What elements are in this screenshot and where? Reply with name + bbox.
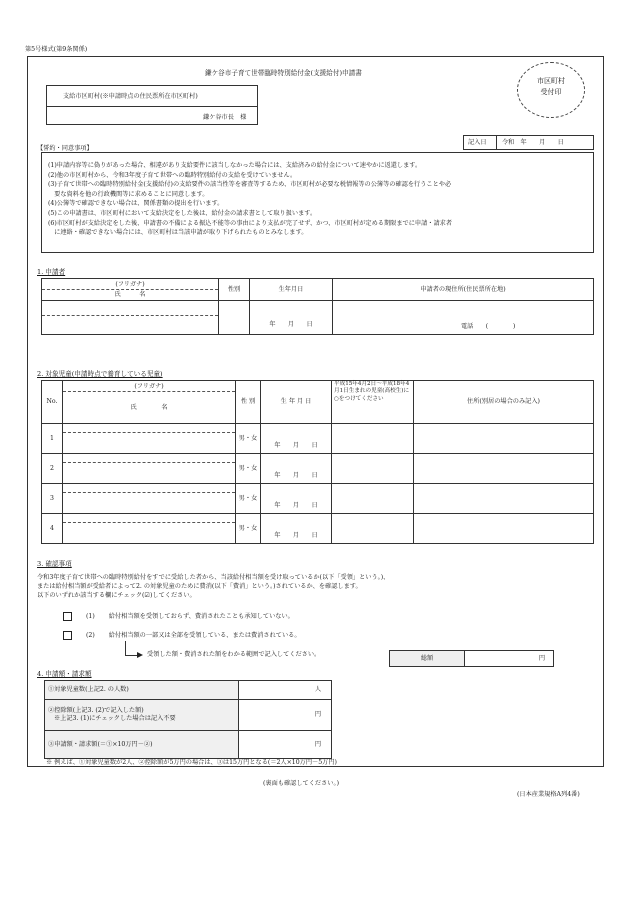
option2-text: 給付相当額の一部又は全部を受領している、または費消されている。 xyxy=(108,632,301,639)
child-hs-field[interactable] xyxy=(332,514,414,544)
confirm-line: 令和3年度子育て世帯への臨時特別給付をすでに受給した者から、当該給付相当額を受け取っているか(以下「受領」という。)、 xyxy=(37,574,390,581)
furigana-header: (フリガナ) xyxy=(42,279,218,290)
child-birth-field[interactable]: 年 月 日 xyxy=(261,424,332,454)
hs-note-header: 平成15年4月2日～平成18年4月1日生まれの児童(高校生)に○をつけてください xyxy=(332,381,414,424)
child-gender-header: 性 別 xyxy=(236,381,261,424)
entry-date-field[interactable]: 令和 年 月 日 xyxy=(502,139,564,146)
paper-standard: (日本産業規格A列4番) xyxy=(517,791,580,798)
child-name-field[interactable] xyxy=(63,463,235,483)
applicant-gender-field[interactable] xyxy=(219,301,250,335)
child-birth-field[interactable]: 年 月 日 xyxy=(261,454,332,484)
total-label: 総額 xyxy=(390,651,465,667)
consent-item: (2)他の市区町村から、令和3年度子育て世帯への臨時特別給付の支給を受けていません。 xyxy=(48,171,297,179)
claim-row3-label: ③申請額・請求額(＝①×10万円－②) xyxy=(45,731,239,759)
child-gender-field[interactable]: 男・女 xyxy=(236,454,261,484)
child-address-field[interactable] xyxy=(414,424,594,454)
reception-stamp xyxy=(517,62,585,118)
form-title: 鎌ケ谷市子育て世帯臨時特別給付金(支援給付)申請書 xyxy=(205,69,362,77)
child-furigana-header: (フリガナ) xyxy=(63,381,235,392)
claim-row2-line2: ※上記3. (1)にチェックした場合は記入不要 xyxy=(54,715,176,722)
claim-row2-label xyxy=(45,700,239,731)
stamp-line-2: 受付印 xyxy=(540,88,562,97)
child-address-field[interactable] xyxy=(414,514,594,544)
option1-number: (1) xyxy=(85,613,95,620)
confirm-text xyxy=(37,573,389,600)
option2-number: (2) xyxy=(85,632,95,639)
child-address-field[interactable] xyxy=(414,454,594,484)
row-number: 1 xyxy=(42,424,63,454)
child-birth-field[interactable]: 年 月 日 xyxy=(261,514,332,544)
children-count-field[interactable]: 人 xyxy=(239,681,332,700)
applicant-birth-field[interactable]: 年 月 日 xyxy=(250,301,333,335)
consent-item: (1)申請内容等に偽りがあった場合、相違があり支給要件に該当しなかった場合には、支給済みの給付金について速やかに返還します。 xyxy=(48,162,422,169)
consent-item: 要な資料を他の行政機関等に求めることに同意します。 xyxy=(48,190,209,198)
child-name-field[interactable] xyxy=(63,493,235,513)
mayor-addressee: 鎌ケ谷市長 様 xyxy=(203,114,247,121)
claim-example: ※ 例えば、①対象児童数が2人、②控除額が5万円の場合は、③は15万円となる(＝2人×10万円－5万円) xyxy=(46,759,337,766)
confirm-line: または給付相当額が受給者によって2. の対象児童のために費消(以下「費消」という。)されているか、を確認します。 xyxy=(37,583,362,590)
confirm-line: 以下のいずれか該当する欄にチェック(☑)してください。 xyxy=(37,592,196,599)
arrow-note: 受領した額・費消された額をわかる範囲で記入してください。 xyxy=(147,651,321,658)
child-gender-field[interactable]: 男・女 xyxy=(236,514,261,544)
child-furigana-field[interactable] xyxy=(63,454,235,463)
row-number: 3 xyxy=(42,484,63,514)
claim-row2-line1: ②控除額(上記3. (2)で記入した額) xyxy=(48,706,144,714)
child-hs-field[interactable] xyxy=(332,484,414,514)
applicant-phone-field[interactable]: 電話 ( ) xyxy=(333,301,594,335)
consent-item: (5)この申請書は、市区町村において支給決定をした後は、給付金の請求書として取り扱います。 xyxy=(48,209,317,217)
claim-heading: 4. 申請額・請求額 xyxy=(37,670,92,678)
child-birth-header: 生 年 月 日 xyxy=(261,381,332,424)
confirm-heading: 3. 確認事項 xyxy=(37,560,72,568)
option1-text: 給付相当額を受領しておらず、費消されたことも承知していない。 xyxy=(108,613,294,620)
consent-item: (6)市区町村が支給決定をした後、申請書の不備による振込不能等の事由により支払が完了せず、かつ、市区町村が定める期限までに申請・請求者 xyxy=(48,219,453,227)
children-table xyxy=(41,380,594,544)
child-furigana-field[interactable] xyxy=(63,484,235,493)
option1-checkbox[interactable] xyxy=(63,612,72,621)
applicant-name-field[interactable] xyxy=(42,316,218,334)
deduction-field[interactable]: 円 xyxy=(239,700,332,731)
entry-date-label: 記入日 xyxy=(468,139,487,146)
child-furigana-field[interactable] xyxy=(63,514,235,523)
option2-row xyxy=(63,631,301,640)
claim-table xyxy=(44,680,332,759)
row-number: 2 xyxy=(42,454,63,484)
gender-header: 性別 xyxy=(219,279,250,301)
child-address-header: 住所(別居の場合のみ記入) xyxy=(414,381,594,424)
child-name-header: 氏 名 xyxy=(130,404,168,411)
no-header: No. xyxy=(42,381,63,424)
consent-box xyxy=(41,152,594,253)
addressee-label: 支給市区町村(※申請時点の住民票所在市区町村) xyxy=(63,93,198,100)
claim-amount-field[interactable]: 円 xyxy=(239,731,332,759)
applicant-heading: 1. 申請者 xyxy=(37,268,66,276)
claim-row1-label: ①対象児童数(上記2. の人数) xyxy=(45,681,239,700)
applicant-furigana-field[interactable] xyxy=(42,301,218,316)
row-number: 4 xyxy=(42,514,63,544)
child-name-field[interactable] xyxy=(63,433,235,453)
stamp-line-1: 市区町村 xyxy=(537,77,565,85)
total-field[interactable]: 円 xyxy=(465,651,554,667)
child-gender-field[interactable]: 男・女 xyxy=(236,424,261,454)
arrow-line xyxy=(125,641,126,655)
child-hs-field[interactable] xyxy=(332,424,414,454)
children-heading: 2. 対象児童(申請時点で養育している児童) xyxy=(37,370,163,378)
child-gender-field[interactable]: 男・女 xyxy=(236,484,261,514)
consent-heading: 【誓約・同意事項】 xyxy=(37,145,93,152)
child-furigana-field[interactable] xyxy=(63,424,235,433)
consent-item: に連絡・確認できない場合には、市区町村は当該申請が取り下げられたものとみなします。 xyxy=(48,229,308,237)
consent-item: (4)公簿等で確認できない場合は、関係書類の提出を行います。 xyxy=(48,200,224,208)
child-birth-field[interactable]: 年 月 日 xyxy=(261,484,332,514)
child-address-field[interactable] xyxy=(414,484,594,514)
consent-item: (3)子育て世帯への臨時特別給付金(支援給付)の支給要件の該当性等を審査等するため、市区町村が必要な税情報等の公簿等の確認を行うことや必 xyxy=(48,181,452,189)
child-name-field[interactable] xyxy=(63,523,235,543)
option2-checkbox[interactable] xyxy=(63,631,72,640)
arrow-right-icon xyxy=(137,652,143,658)
name-header: 氏 名 xyxy=(114,291,146,298)
option1-row xyxy=(63,612,294,621)
applicant-table xyxy=(41,278,594,335)
child-hs-field[interactable] xyxy=(332,454,414,484)
form-number: 第5号様式(第9条関係) xyxy=(25,46,88,53)
birth-header: 生年月日 xyxy=(250,279,333,301)
total-table xyxy=(389,650,554,667)
back-note: (裏面も確認してください。) xyxy=(263,780,339,787)
address-header: 申請者の現住所(住民票所在地) xyxy=(333,279,594,301)
